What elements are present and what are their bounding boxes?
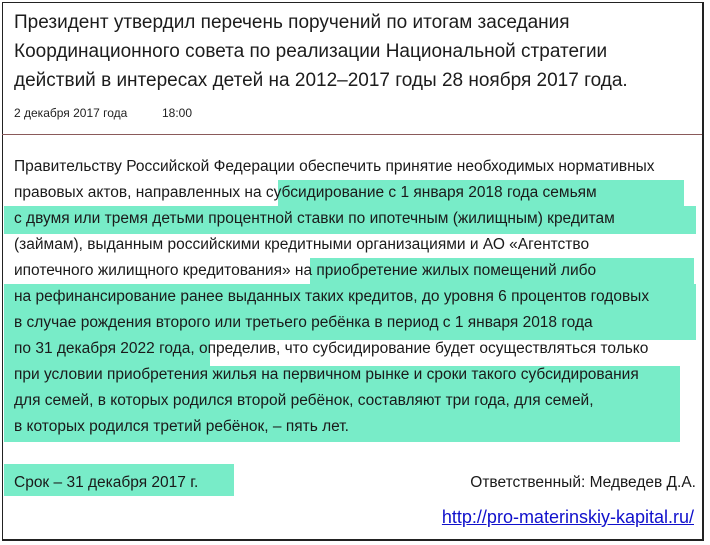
body-line: ипотечного жилищного кредитования» на приобретение жилых помещений либо — [14, 262, 597, 279]
body-line: (займам), выданным российскими кредитными организациями и АО «Агентство — [14, 236, 590, 253]
source-link[interactable]: http://pro-materinskiy-kapital.ru/ — [441, 507, 694, 527]
article-date: 2 декабря 2017 года — [14, 106, 128, 120]
body-line: правовых актов, направленных на субсидирование с 1 января 2018 года семьям — [14, 184, 597, 201]
body-line: на рефинансирование ранее выданных таких кредитов, до уровня 6 процентов годовых — [14, 288, 650, 305]
deadline-text: Срок – 31 декабря 2017 г. — [14, 474, 199, 491]
article-time: 18:00 — [162, 106, 193, 120]
body-line: при условии приобретения жилья на первичном рынке и сроки такого субсидирования — [14, 366, 639, 383]
body-line: с двумя или тремя детьми процентной ставки по ипотечным (жилищным) кредитам — [14, 210, 615, 227]
body-line: в которых родился третий ребёнок, – пять лет. — [14, 418, 349, 435]
divider — [2, 134, 702, 135]
article-title: Президент утвердил перечень поручений по итогам заседания Координационного совета по реализации Национальной стратегии действий в интересах детей на 2012–2017 годы 28 ноября 2017 года. — [14, 12, 628, 91]
body-line: по 31 декабря 2022 года, определив, что субсидирование будет осуществляться только — [14, 340, 649, 357]
body-line: Правительству Российской Федерации обеспечить принятие необходимых нормативных — [14, 158, 655, 175]
responsible-text: Ответственный: Медведев Д.А. — [470, 474, 696, 491]
body-line: в случае рождения второго или третьего ребёнка в период с 1 января 2018 года — [14, 314, 593, 331]
body-line: для семей, в которых родился второй ребёнок, составляют три года, для семей, — [14, 392, 594, 409]
